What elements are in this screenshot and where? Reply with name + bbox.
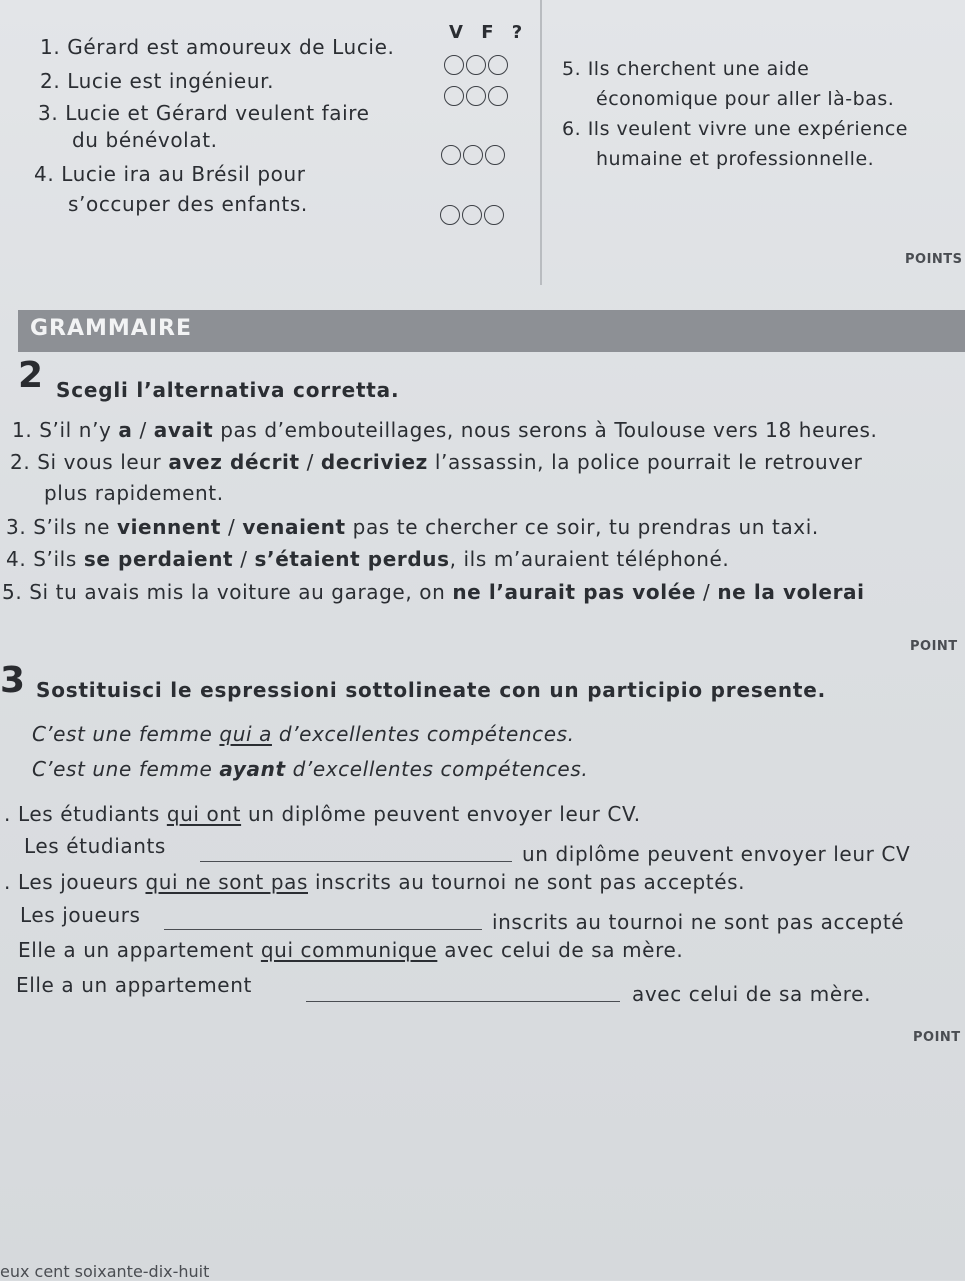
- option-a[interactable]: ne l’aurait pas volée: [452, 580, 697, 604]
- vf-item-2-answers[interactable]: [444, 86, 508, 106]
- vf-item-5-line2: économique pour aller là-bas.: [596, 88, 895, 110]
- ex3-item-3: Elle a un appartement qui communique avec celui de sa mère.: [18, 938, 684, 962]
- vf-item-6: 6. Ils veulent vivre une expérience: [562, 118, 908, 140]
- option-a[interactable]: se perdaient: [83, 547, 234, 571]
- answer-blank-2[interactable]: [164, 928, 482, 930]
- vf-item-6-line2: humaine et professionnelle.: [596, 148, 875, 170]
- exercise-2-number: 2: [18, 355, 44, 396]
- ex3-item-2-answer-pre: Les joueurs: [20, 903, 141, 927]
- vf-item-4-answers[interactable]: [440, 205, 504, 225]
- option-b[interactable]: avait: [153, 418, 214, 442]
- answer-v-circle[interactable]: [440, 205, 460, 225]
- section-title: GRAMMAIRE: [30, 316, 192, 341]
- ex3-item-1-answer-pre: Les étudiants: [24, 834, 166, 858]
- answer-unknown-circle[interactable]: [484, 205, 504, 225]
- ex3-item-1: . Les étudiants qui ont un diplôme peuvent envoyer leur CV.: [4, 802, 641, 826]
- vf-item-1-answers[interactable]: [444, 55, 508, 75]
- vf-item-4: 4. Lucie ira au Brésil pour: [34, 162, 306, 186]
- answer-blank-3[interactable]: [306, 1000, 620, 1002]
- answer-v-circle[interactable]: [444, 55, 464, 75]
- option-b[interactable]: s’étaient perdus: [254, 547, 450, 571]
- answer-blank-1[interactable]: [200, 860, 512, 862]
- vf-item-2: 2. Lucie est ingénieur.: [40, 69, 275, 93]
- option-a[interactable]: viennent: [116, 515, 222, 539]
- option-b[interactable]: ne la volerai: [717, 580, 865, 604]
- answer-unknown-circle[interactable]: [488, 55, 508, 75]
- ex2-item-2: 2. Si vous leur avez décrit / decriviez l’assassin, la police pourrait le retrouver: [10, 450, 863, 474]
- ex2-item-2-line2: plus rapidement.: [44, 481, 224, 505]
- exercise-3-number: 3: [0, 660, 26, 701]
- page-number-text: eux cent soixante-dix-huit: [0, 1262, 210, 1281]
- vf-item-5: 5. Ils cherchent une aide: [562, 58, 810, 80]
- column-divider: [540, 0, 542, 285]
- vf-item-3: 3. Lucie et Gérard veulent faire: [38, 101, 370, 125]
- answer-f-circle[interactable]: [466, 86, 486, 106]
- points-label: POINT: [913, 1030, 961, 1045]
- option-a[interactable]: a: [118, 418, 133, 442]
- ex2-item-3: 3. S’ils ne viennent / venaient pas te chercher ce soir, tu prendras un taxi.: [6, 515, 819, 539]
- vf-item-3-answers[interactable]: [441, 145, 505, 165]
- option-a[interactable]: avez décrit: [168, 450, 300, 474]
- ex3-item-3-answer-pre: Elle a un appartement: [16, 973, 252, 997]
- option-b[interactable]: venaient: [242, 515, 346, 539]
- answer-f-circle[interactable]: [466, 55, 486, 75]
- answer-f-circle[interactable]: [463, 145, 483, 165]
- answer-unknown-circle[interactable]: [485, 145, 505, 165]
- answer-v-circle[interactable]: [444, 86, 464, 106]
- answer-v-circle[interactable]: [441, 145, 461, 165]
- answer-unknown-circle[interactable]: [488, 86, 508, 106]
- ex2-item-4: 4. S’ils se perdaient / s’étaient perdus, ils m’auraient téléphoné.: [6, 547, 730, 571]
- example-line-1: C’est une femme qui a d’excellentes compétences.: [32, 722, 575, 746]
- example-line-2: C’est une femme ayant d’excellentes compétences.: [32, 757, 589, 781]
- vf-header: V F ?: [449, 22, 529, 43]
- ex3-item-3-answer-post: avec celui de sa mère.: [632, 982, 872, 1006]
- ex3-item-1-answer-post: un diplôme peuvent envoyer leur CV: [522, 842, 911, 866]
- ex2-item-5: 5. Si tu avais mis la voiture au garage, on ne l’aurait pas volée / ne la volerai: [2, 580, 865, 604]
- points-label: POINTS: [905, 252, 963, 267]
- ex3-item-2: . Les joueurs qui ne sont pas inscrits au tournoi ne sont pas acceptés.: [4, 870, 746, 894]
- points-label: POINT: [910, 639, 958, 654]
- ex3-item-2-answer-post: inscrits au tournoi ne sont pas accepté: [492, 910, 905, 934]
- vf-item-4-line2: s’occuper des enfants.: [68, 192, 308, 216]
- vf-item-1: 1. Gérard est amoureux de Lucie.: [40, 35, 395, 59]
- exercise-3-title: Sostituisci le espressioni sottolineate con un participio presente.: [36, 678, 827, 702]
- ex2-item-1: 1. S’il n’y a / avait pas d’embouteillages, nous serons à Toulouse vers 18 heures.: [12, 418, 878, 442]
- option-b[interactable]: decriviez: [320, 450, 428, 474]
- section-banner: [18, 310, 965, 352]
- exercise-2-title: Scegli l’alternativa corretta.: [56, 378, 400, 402]
- vf-item-3-line2: du bénévolat.: [72, 128, 218, 152]
- answer-f-circle[interactable]: [462, 205, 482, 225]
